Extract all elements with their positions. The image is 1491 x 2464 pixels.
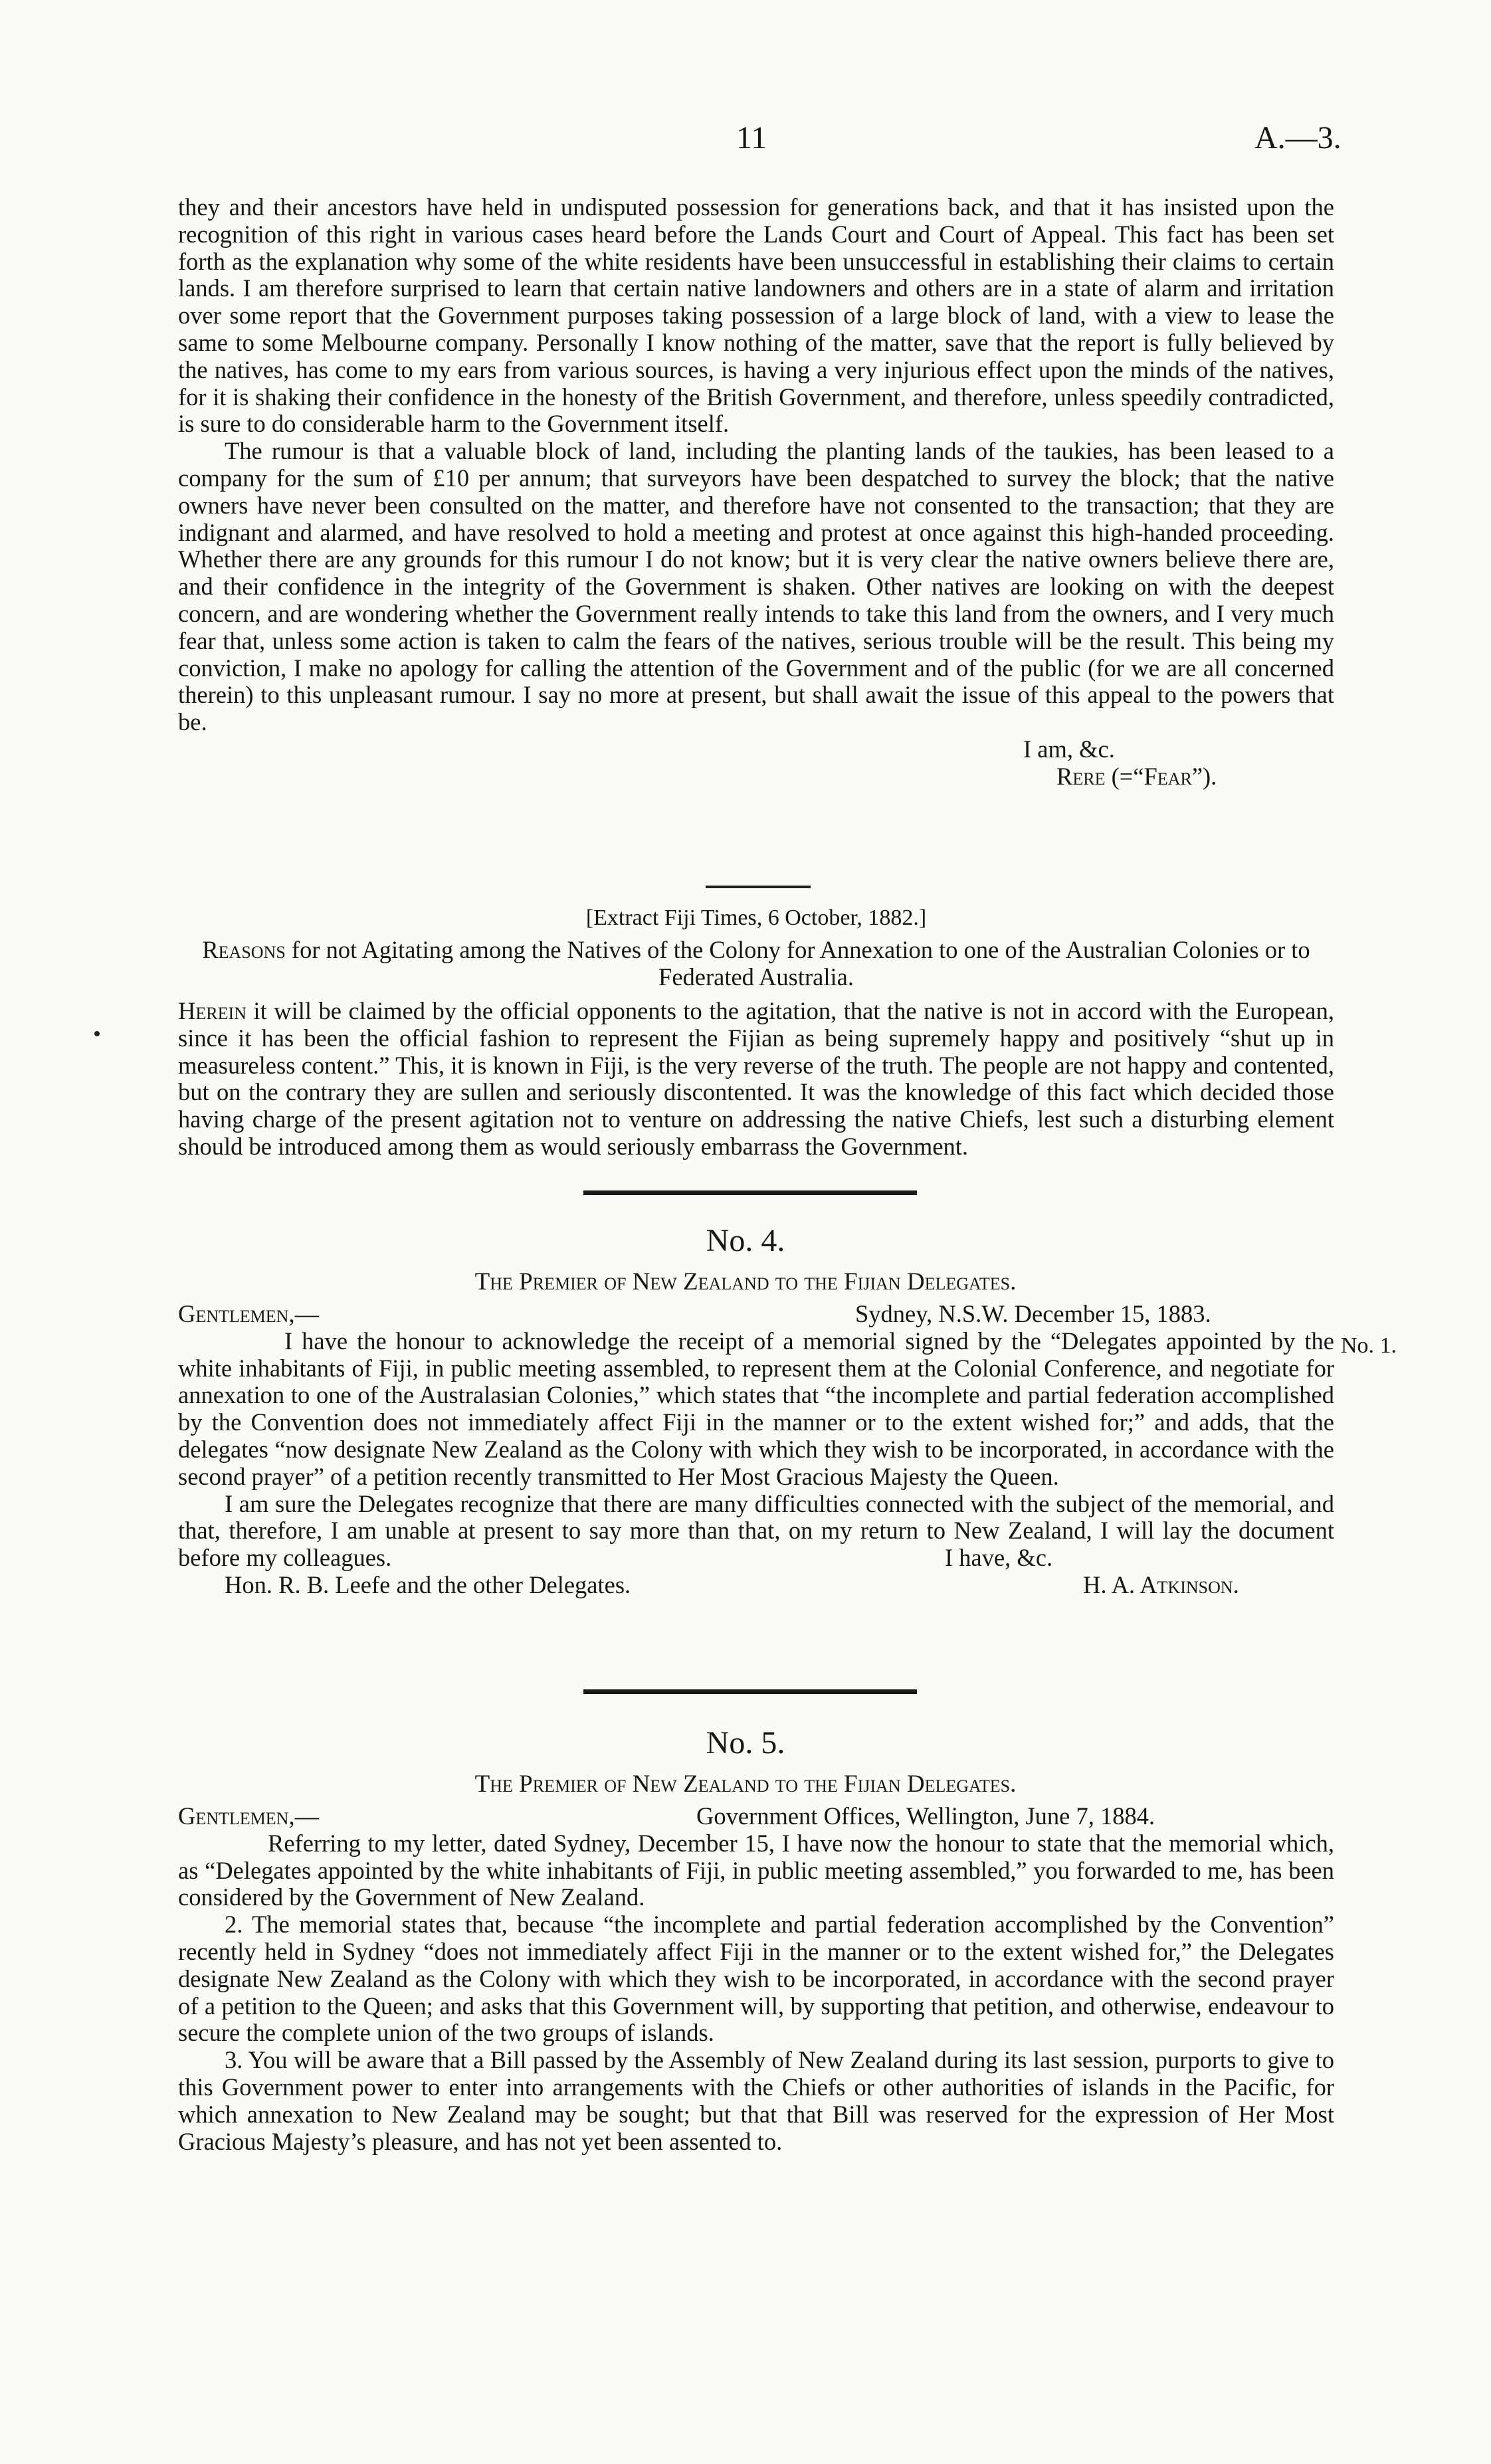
page-number: 11	[736, 120, 767, 155]
extract-source: [Extract Fiji Times, 6 October, 1882.]	[585, 905, 927, 930]
no5-heading: No. 5.	[706, 1725, 785, 1760]
letter-signature: Rere (=“Fear”).	[1056, 762, 1217, 790]
letter-paragraph-1: they and their ancestors have held in undisputed possession for generations back, and that it has insisted upon the recognition of this right in various cases heard before the Lands Court and Court of Appeal. This fact has been set forth as the explanation why some of the white residents have been unsuccessful in establishing their claims to certain lands. I am therefore surprised to learn that certain native landowners and others are in a state of alarm and irritation over some report that the Government purposes taking possession of a large block of land, with a view to lease the same to some Melbourne company. Personally I know nothing of the matter, save that the report is fully believed by the natives, has come to my ears from various sources, is having a very injurious effect upon the minds of the natives, for it is shaking their confidence in the honesty of the British Government, and therefore, unless speedily contradicted, is sure to do considerable harm to the Government itself.	[178, 193, 1334, 438]
no4-subheading: The Premier of New Zealand to the Fijian Delegates.	[474, 1268, 1017, 1295]
section-divider-thick	[583, 1190, 917, 1195]
no4-letter	[178, 1301, 1334, 1599]
letter-paragraph-2: The rumour is that a valuable block of land, including the planting lands of the taukies, has been leased to a company for the sum of £10 per annum; that surveyors have been despatched to survey the block; that the native owners have never been consulted on the matter, and therefore have not consented to the transaction; that they are indignant and alarmed, and have resolved to hold a meeting and protest at once against this high-handed proceeding. Whether there are any grounds for this rumour I do not know; but it is very clear the native owners believe there are, and their confidence in the integrity of the Government is shaken. Other natives are looking on with the deepest concern, and are wondering whether the Government really intends to take this land from the owners, and I very much fear that, unless some action is taken to calm the fears of the natives, serious trouble will be the result. This being my conviction, I make no apology for calling the attention of the Government and of the public (for we are all concerned therein) to this unpleasant rumour. I say no more at present, but shall await the issue of this appeal to the powers that be.	[178, 437, 1334, 736]
extract-title-lead: Reasons	[202, 936, 286, 963]
no4-closing: I have, &c.	[945, 1544, 1053, 1572]
no4-salutation: Gentlemen,—	[178, 1300, 320, 1327]
extract-body-lead: Herein	[178, 997, 247, 1024]
no4-heading: No. 4.	[706, 1223, 785, 1258]
no4-signature: H. A. Atkinson.	[1083, 1570, 1239, 1598]
no5-subheading: The Premier of New Zealand to the Fijian Delegates.	[474, 1770, 1017, 1798]
extract-title-rest: for not Agitating among the Natives of the Colony for Annexation to one of the Australian Colonies or to Federated Australia.	[291, 936, 1310, 991]
no5-paragraph-1: Referring to my letter, dated Sydney, December 15, I have now the honour to state that the memorial which, as “Delegates appointed by the white inhabitants of Fiji, in public meeting assembled,” you forwarded to me, has been considered by the Government of New Zealand.	[178, 1829, 1334, 1911]
extract-body-text: it will be claimed by the official opponents to the agitation, that the native is not in accord with the European, since it has been the official fashion to represent the Fijian as being supremely happy and positively “shut up in measureless content.” This, it is known in Fiji, is the very reverse of the truth. The people are not happy and contented, but on the contrary they are sullen and seriously discontented. It was the knowledge of this fact which decided those having charge of the present agitation not to venture on addressing the native Chiefs, lest such a disturbing element should be introduced among them as would seriously embarrass the Government.	[178, 997, 1334, 1160]
no5-place-date: Government Offices, Wellington, June 7, 1884.	[696, 1802, 1155, 1830]
no4-paragraph-1: I have the honour to acknowledge the receipt of a memorial signed by the “Delegates appointed by the white inhabitants of Fiji, in public meeting assembled, to represent them at the Colonial Conference, and negotiate for annexation to one of the Australasian Colonies,” which states that “the incomplete and partial federation accomplished by the Convention does not immediately affect Fiji in the manner or to the extent wished for;” and adds, that the delegates “now designate New Zealand as the Colony with which they wish to be incorporated, in accordance with the second prayer” of a petition recently transmitted to Her Most Gracious Majesty the Queen.	[178, 1327, 1334, 1490]
section-divider-short	[706, 886, 811, 888]
no4-addressee: Hon. R. B. Leefe and the other Delegates.	[225, 1570, 631, 1598]
section-divider-thick-2	[583, 1689, 917, 1694]
document-reference: A.—3.	[1254, 120, 1342, 155]
extract-body	[178, 998, 1334, 1161]
extract-title	[178, 937, 1334, 991]
letter-closing: I am, &c.	[1023, 735, 1115, 763]
no5-letter	[178, 1803, 1334, 2155]
no5-paragraph-2: 2. The memorial states that, because “the incomplete and partial federation accomplished by the Convention” recently held in Sydney “does not immediately affect Fiji in the manner or to the extent wished for,” the Delegates designate New Zealand as the Colony with which they wish to be incorporated, in accordance with the second prayer of a petition to the Queen; and asks that this Government will, by supporting that petition, and otherwise, endeavour to secure the complete union of the two groups of islands.	[178, 1911, 1334, 2047]
no5-salutation: Gentlemen,—	[178, 1802, 320, 1830]
no4-margin-note: No. 1.	[1341, 1333, 1397, 1358]
no4-paragraph-2: I am sure the Delegates recognize that there are many difficulties connected with the subject of the memorial, and that, therefore, I am unable at present to say more than that, on my return to New Zealand, I will lay the document before my colleagues.	[178, 1489, 1334, 1572]
no5-paragraph-3: 3. You will be aware that a Bill passed by the Assembly of New Zealand during its last session, purports to give to this Government power to enter into arrangements with the Chiefs or other authorities of islands in the Pacific, for which annexation to New Zealand may be sought; but that that Bill was reserved for the expression of Her Most Gracious Majesty’s pleasure, and has not yet been assented to.	[178, 2046, 1334, 2155]
no4-place-date: Sydney, N.S.W. December 15, 1883.	[855, 1300, 1211, 1327]
letter-continuation	[178, 194, 1334, 791]
margin-mark	[94, 1031, 100, 1036]
